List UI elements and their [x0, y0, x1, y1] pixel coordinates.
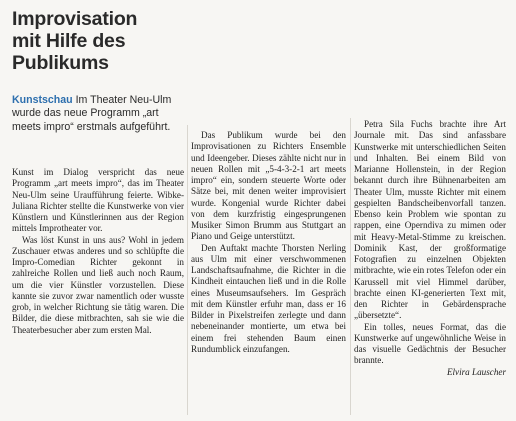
paragraph: Das Publikum wurde bei den Improvisationen zu Richters Ensemble und Ideengeber. Dieses zählte nicht nur in neuen Rollen mit „5-4-3-2-1 art meets impro“ ein, sondern steuerte Worte oder Sätze bei, mit denen weiter improvisiert wurde. Kongenial wurde Richter dabei von dem kurzfristig eingesprungenen Musiker Simon Brumm aus Stuttgart an Piano und Geige unterstützt.	[191, 130, 346, 242]
page-bottom-edge	[0, 415, 516, 421]
paragraph: Was löst Kunst in uns aus? Wohl in jedem Zuschauer etwas anderes und so schlüpfte die Impro-Comedian Richter gekonnt in zahlreiche Rollen und ließ auch noch Raum, um die vier Künstler vorzustellen. Diese kannte sie zuvor zwar namentlich oder wusste grob, in welcher Richtung sie tätig waren. Die Bilder, die diese mitbrachten, sah sie wie die Theaterbesucher aber zum ersten Mal.	[12, 234, 184, 335]
column-divider	[187, 125, 188, 415]
lead-paragraph	[12, 94, 182, 134]
headline-line: Publikums	[12, 52, 109, 74]
paragraph: Kunst im Dialog verspricht das neue Programm „art meets impro“, das im Theater Neu-Ulm seine Uraufführung feierte. Wibke-Juliana Richter stellte die Kunstwerke von vier Künstlern und Künstlerinnen aus der Region mittels Improtheater vor.	[12, 167, 184, 234]
kicker: Kunstschau	[12, 94, 73, 106]
headline-line: mit Hilfe des	[12, 30, 126, 52]
headline	[12, 8, 182, 74]
author-byline: Elvira Lauscher	[446, 366, 506, 377]
column-3	[354, 119, 506, 378]
column-2	[191, 130, 346, 355]
paragraph: Petra Sila Fuchs brachte ihre Art Journale mit. Das sind anfassbare Kunstwerke mit unterschiedlichen Seiten und Inhalten. Bei einem Bild von Marianne Hollenstein, in der Region bekannt durch ihre Bühnenarbeiten am Theater Ulm, musste Richter mit einem gespielten Bandscheibenvorfall tanzen. Ebenso kein Problem wie spontan zu rappen, eine Operndiva zu mimen oder mit Heavy-Metal-Stimme zu kreischen. Dominik Kast, der großformatige Fotografien zu einzelnen Objekten mitbrachte, wie ein rotes Telefon oder ein Karussell mit viel Himmel darüber, brachte einen KI-generierten Text mit, den Richter in Gebärdensprache „übersetzte“.	[354, 119, 506, 321]
column-1	[12, 167, 184, 336]
column-divider	[350, 118, 351, 418]
paragraph: Ein tolles, neues Format, das die Kunstwerke auf ungewöhnliche Weise in das visuelle Gedächtnis der Besucher brannte.	[354, 321, 506, 366]
paragraph: Den Auftakt machte Thorsten Nerling aus Ulm mit einer verschwommenen Landschaftsaufnahme, die Richter in die Kindheit eintauchen ließ und in die Rolle eines Museumsaufsehers. Im Gespräch mit dem Künstler erfuhr man, dass er 16 Bilder in Pixelstreifen zerlegte und dann nebeneinander montierte, um etwa bei einem frei stehenden Baum einen Rundumblick einzufangen.	[191, 242, 346, 354]
headline-line: Improvisation	[12, 8, 138, 30]
lead-text: Im Theater Neu-Ulm wurde das neue Programm „art meets impro“ erstmals aufgeführt.	[12, 94, 172, 133]
